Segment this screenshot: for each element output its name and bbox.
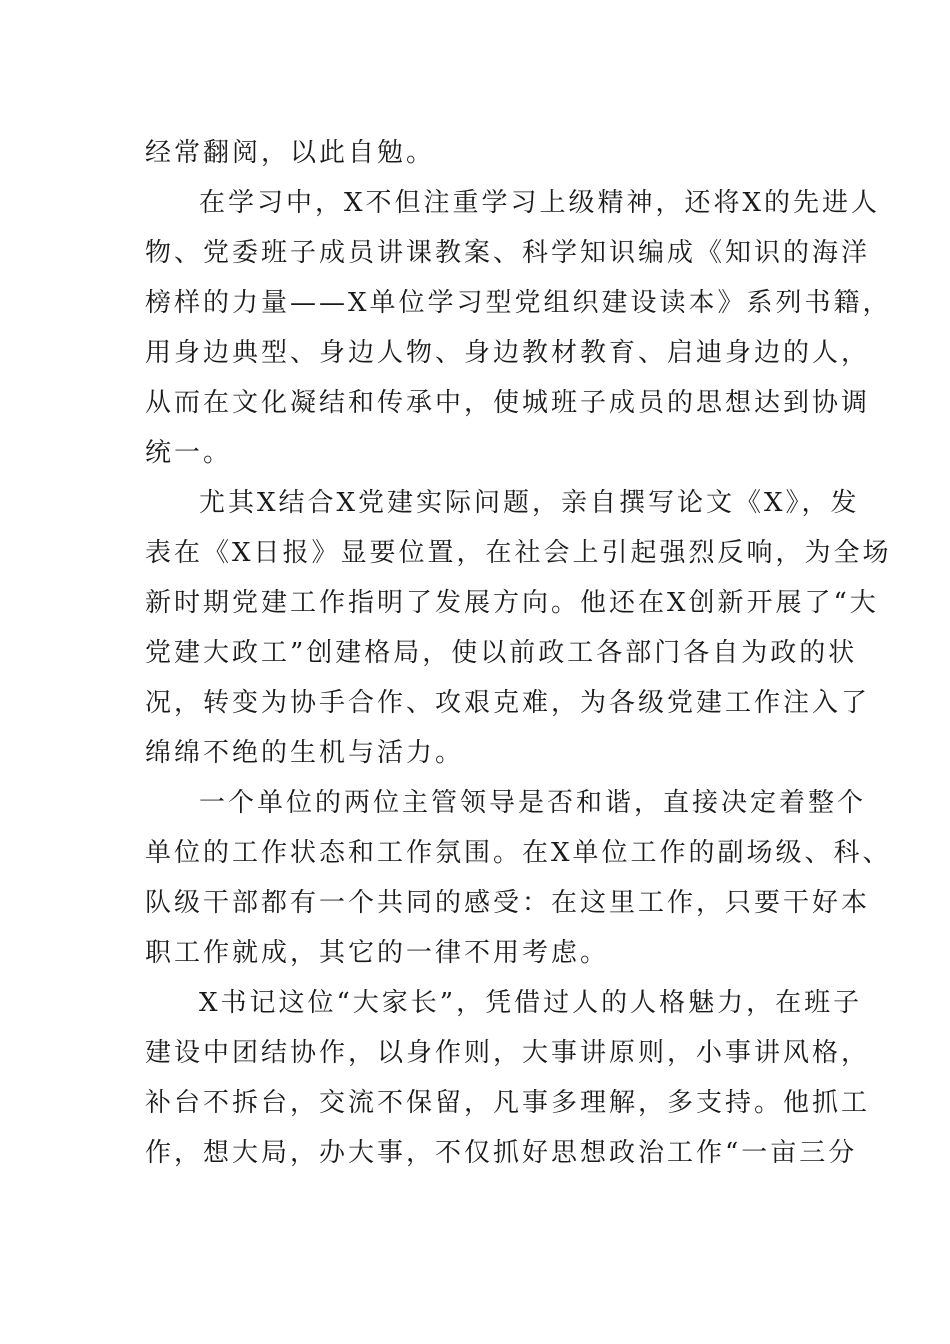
- text-line: 经常翻阅，以此自勉。: [145, 138, 436, 168]
- text-line: 从而在文化凝结和传承中，使城班子成员的思想达到协调: [145, 388, 871, 418]
- text-line: 单位的工作状态和工作氛围。在X单位工作的副场级、科、: [145, 838, 892, 868]
- paragraph-1: [145, 128, 810, 178]
- paragraph-2: [145, 178, 892, 478]
- text-line: 党建大政工”创建格局，使以前政工各部门各自为政的状: [145, 638, 858, 668]
- paragraph-5: [145, 978, 871, 1178]
- text-line: 用身边典型、身边人物、身边教材教育、启迪身边的人，: [145, 338, 871, 368]
- text-line: 绵绵不绝的生机与活力。: [145, 738, 465, 768]
- body-text: [145, 128, 892, 1178]
- text-line: 表在《X日报》显要位置，在社会上引起强烈反响，为全场: [145, 538, 892, 568]
- text-line: 队级干部都有一个共同的感受：在这里工作，只要干好本: [145, 888, 871, 918]
- text-line: 作，想大局，办大事，不仅抓好思想政治工作“一亩三分: [145, 1138, 858, 1168]
- text-line: 建设中团结协作，以身作则，大事讲原则，小事讲风格，: [145, 1038, 871, 1068]
- paragraph-3: [145, 478, 892, 778]
- text-line: 统一。: [145, 438, 233, 468]
- text-line: 职工作就成，其它的一律不用考虑。: [145, 938, 610, 968]
- text-line: 榜样的力量——X单位学习型党组织建设读本》系列书籍，: [145, 288, 892, 318]
- text-line: 一个单位的两位主管领导是否和谐，直接决定着整个: [199, 788, 867, 818]
- text-line: 在学习中，X不但注重学习上级精神，还将X的先进人: [199, 188, 881, 218]
- text-line: 新时期党建工作指明了发展方向。他还在X创新开展了“大: [145, 588, 879, 618]
- text-line: 况，转变为协手合作、攻艰克难，为各级党建工作注入了: [145, 688, 871, 718]
- text-line: X书记这位“大家长”，凭借过人的人格魅力，在班子: [199, 988, 863, 1018]
- paragraph-4: [145, 778, 892, 978]
- text-line: 补台不拆台，交流不保留，凡事多理解，多支持。他抓工: [145, 1088, 871, 1118]
- text-line: 尤其X结合X党建实际问题，亲自撰写论文《X》，发: [199, 488, 860, 518]
- text-line: 物、党委班子成员讲课教案、科学知识编成《知识的海洋: [145, 238, 871, 268]
